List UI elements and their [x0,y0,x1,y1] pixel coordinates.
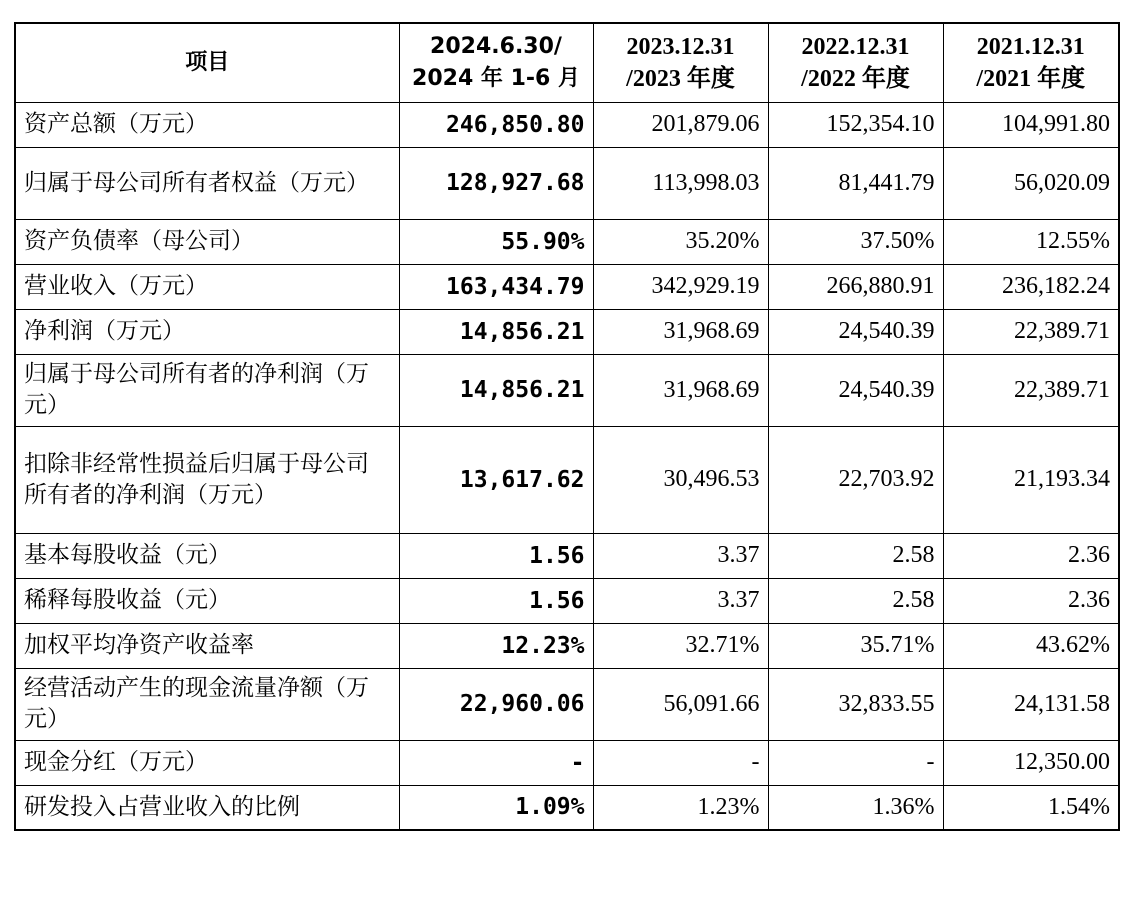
cell-value: 1.23% [593,785,768,830]
cell-value: 31,968.69 [593,309,768,354]
cell-value: 56,091.66 [593,668,768,740]
cell-value: 1.56 [399,533,593,578]
table-row [15,147,1119,219]
row-label: 研发投入占营业收入的比例 [15,785,399,830]
header-period-2022: 2022.12.31 /2022 年度 [768,23,943,102]
cell-value: 342,929.19 [593,264,768,309]
cell-value: 128,927.68 [399,147,593,219]
row-label: 扣除非经常性损益后归属于母公司所有者的净利润（万元） [15,426,399,533]
cell-value: 37.50% [768,219,943,264]
financial-summary-table [14,22,1120,831]
cell-value: 43.62% [943,623,1119,668]
table-row [15,740,1119,785]
table-header-row [15,23,1119,102]
cell-value: - [768,740,943,785]
row-label: 归属于母公司所有者的净利润（万元） [15,354,399,426]
cell-value: 81,441.79 [768,147,943,219]
table-row [15,264,1119,309]
cell-value: 3.37 [593,578,768,623]
cell-value: 21,193.34 [943,426,1119,533]
table-row [15,354,1119,426]
row-label: 资产总额（万元） [15,102,399,147]
row-label: 净利润（万元） [15,309,399,354]
cell-value: 31,968.69 [593,354,768,426]
cell-value: 2.58 [768,533,943,578]
table-row [15,668,1119,740]
cell-value: 24,540.39 [768,354,943,426]
table-row [15,623,1119,668]
cell-value: 22,389.71 [943,309,1119,354]
cell-value: 266,880.91 [768,264,943,309]
cell-value: 22,389.71 [943,354,1119,426]
row-label: 归属于母公司所有者权益（万元） [15,147,399,219]
cell-value: 24,131.58 [943,668,1119,740]
row-label: 稀释每股收益（元） [15,578,399,623]
table-row [15,578,1119,623]
cell-value: 12,350.00 [943,740,1119,785]
cell-value: 22,960.06 [399,668,593,740]
header-period-2024h1: 2024.6.30/ 2024 年 1-6 月 [399,23,593,102]
cell-value: 12.23% [399,623,593,668]
table-row [15,785,1119,830]
cell-value: 246,850.80 [399,102,593,147]
cell-value: 3.37 [593,533,768,578]
table-row [15,102,1119,147]
header-period-2023: 2023.12.31 /2023 年度 [593,23,768,102]
cell-value: 2.58 [768,578,943,623]
header-period-2021: 2021.12.31 /2021 年度 [943,23,1119,102]
cell-value: 113,998.03 [593,147,768,219]
table-row [15,219,1119,264]
cell-value: 2.36 [943,578,1119,623]
cell-value: 2.36 [943,533,1119,578]
row-label: 资产负债率（母公司） [15,219,399,264]
cell-value: 14,856.21 [399,309,593,354]
cell-value: 35.71% [768,623,943,668]
row-label: 经营活动产生的现金流量净额（万元） [15,668,399,740]
cell-value: 24,540.39 [768,309,943,354]
cell-value: 104,991.80 [943,102,1119,147]
cell-value: 163,434.79 [399,264,593,309]
cell-value: 13,617.62 [399,426,593,533]
cell-value: 236,182.24 [943,264,1119,309]
cell-value: 14,856.21 [399,354,593,426]
cell-value: 1.09% [399,785,593,830]
cell-value: 22,703.92 [768,426,943,533]
cell-value: - [593,740,768,785]
cell-value: 56,020.09 [943,147,1119,219]
cell-value: 32,833.55 [768,668,943,740]
header-item: 项目 [15,23,399,102]
cell-value: 1.36% [768,785,943,830]
cell-value: 12.55% [943,219,1119,264]
cell-value: 35.20% [593,219,768,264]
row-label: 加权平均净资产收益率 [15,623,399,668]
cell-value: 1.54% [943,785,1119,830]
cell-value: - [399,740,593,785]
cell-value: 55.90% [399,219,593,264]
table-row [15,309,1119,354]
cell-value: 201,879.06 [593,102,768,147]
cell-value: 32.71% [593,623,768,668]
table-row [15,533,1119,578]
row-label: 营业收入（万元） [15,264,399,309]
row-label: 基本每股收益（元） [15,533,399,578]
cell-value: 30,496.53 [593,426,768,533]
table-row [15,426,1119,533]
row-label: 现金分红（万元） [15,740,399,785]
cell-value: 152,354.10 [768,102,943,147]
cell-value: 1.56 [399,578,593,623]
